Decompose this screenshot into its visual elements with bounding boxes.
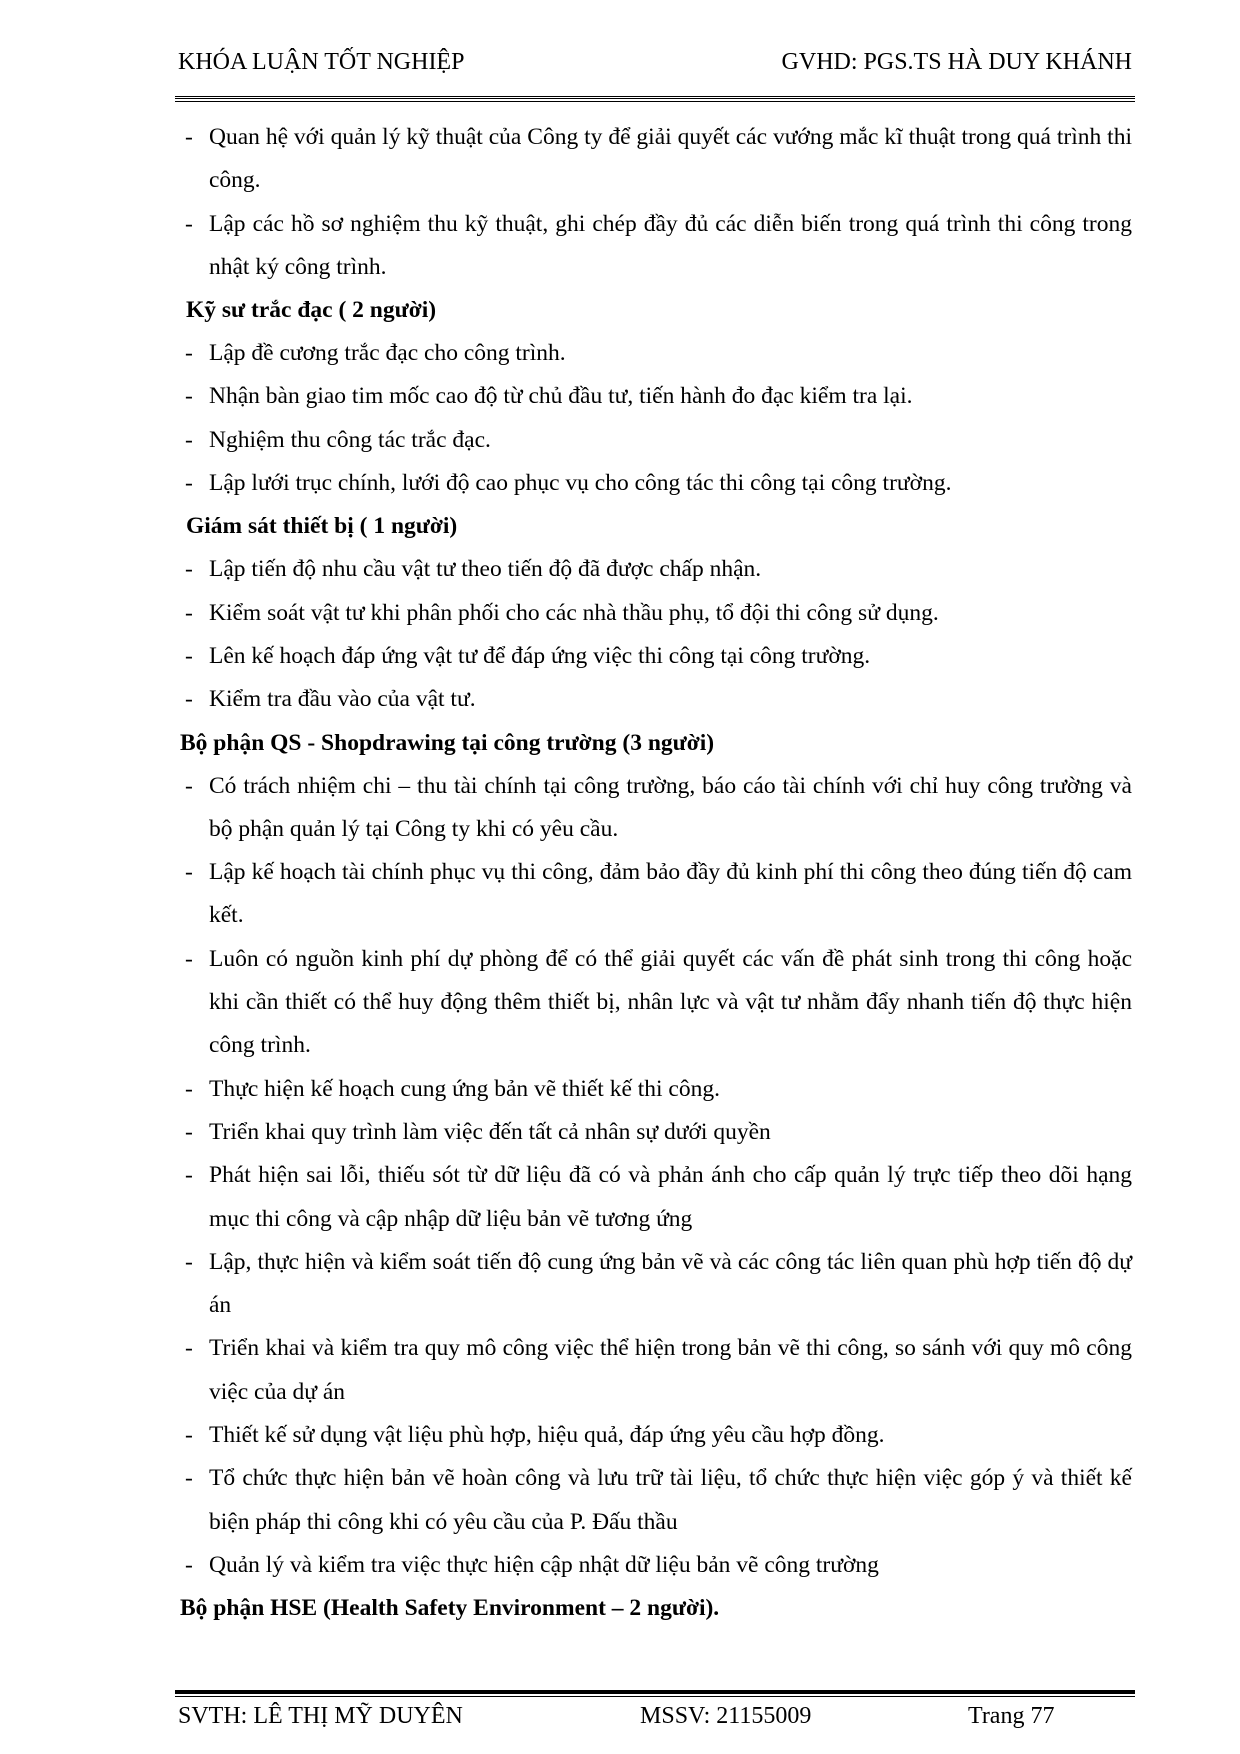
list-item <box>180 548 1132 591</box>
bullet-dash: - <box>185 210 193 237</box>
list-item <box>180 332 1132 375</box>
bullet-dash: - <box>185 1422 193 1449</box>
footer-rule <box>175 1690 1135 1697</box>
bullet-dash: - <box>185 340 193 367</box>
list-item <box>180 678 1132 721</box>
list-item-text: Lập tiến độ nhu cầu vật tư theo tiến độ đã được chấp nhận. <box>209 556 762 583</box>
list-item <box>180 375 1132 418</box>
bullet-dash: - <box>185 383 193 410</box>
list-item-text: Quan hệ với quản lý kỹ thuật của Công ty để giải quyết các vướng mắc kĩ thuật trong quá trình thi công. <box>209 124 1132 194</box>
bullet-dash: - <box>185 556 193 583</box>
list-item-text: Kiểm soát vật tư khi phân phối cho các nhà thầu phụ, tổ đội thi công sử dụng. <box>209 599 939 626</box>
list-item-text: Lập lưới trục chính, lưới độ cao phục vụ cho công tác thi công tại công trường. <box>209 470 952 497</box>
bullet-dash: - <box>185 859 193 886</box>
list-item <box>180 462 1132 505</box>
page-footer <box>178 1700 1132 1736</box>
list-item <box>180 1414 1132 1457</box>
bullet-dash: - <box>185 599 193 626</box>
list-item-text: Phát hiện sai lỗi, thiếu sót từ dữ liệu đã có và phản ánh cho cấp quản lý trực tiếp theo dõi hạng mục thi công và cập nhập dữ liệu bản vẽ tương ứng <box>209 1162 1132 1232</box>
list-item <box>180 419 1132 462</box>
bullet-dash: - <box>185 686 193 713</box>
list-item-text: Quản lý và kiểm tra việc thực hiện cập nhật dữ liệu bản vẽ công trường <box>209 1551 879 1578</box>
header-rule <box>175 96 1135 102</box>
list-item-text: Luôn có nguồn kinh phí dự phòng để có thể giải quyết các vấn đề phát sinh trong thi công hoặc khi cần thiết có thể huy động thêm thiết bị, nhân lực và vật tư nhằm đẩy nhanh tiến độ thực hiện công trình. <box>209 945 1132 1059</box>
list-item-text: Thiết kế sử dụng vật liệu phù hợp, hiệu quả, đáp ứng yêu cầu hợp đồng. <box>209 1422 885 1449</box>
footer-student-name: SVTH: LÊ THỊ MỸ DUYÊN <box>178 1703 463 1729</box>
bullet-dash: - <box>185 470 193 497</box>
section-heading: Bộ phận HSE (Health Safety Environment – 2 người). <box>180 1595 720 1622</box>
list-item <box>180 592 1132 635</box>
bullet-dash: - <box>185 772 193 799</box>
list-item-text: Thực hiện kế hoạch cung ứng bản vẽ thiết kế thi công. <box>209 1075 720 1102</box>
bullet-dash: - <box>185 1118 193 1145</box>
list-item-text: Tổ chức thực hiện bản vẽ hoàn công và lưu trữ tài liệu, tổ chức thực hiện việc góp ý và thiết kế biện pháp thi công khi có yêu cầu của P. Đấu thầu <box>209 1465 1132 1535</box>
list-item-text: Triển khai quy trình làm việc đến tất cả nhân sự dưới quyền <box>209 1118 771 1145</box>
document-body <box>180 116 1132 1630</box>
list-item-text: Lập, thực hiện và kiểm soát tiến độ cung ứng bản vẽ và các công tác liên quan phù hợp tiến độ dự án <box>209 1248 1132 1319</box>
bullet-dash: - <box>185 1248 193 1275</box>
footer-page-number: Trang 77 <box>968 1703 1055 1729</box>
list-item <box>180 203 1132 290</box>
bullet-dash: - <box>185 1551 193 1578</box>
bullet-dash: - <box>185 1162 193 1189</box>
list-item <box>180 1327 1132 1414</box>
list-item-text: Lập kế hoạch tài chính phục vụ thi công, đảm bảo đầy đủ kinh phí thi công theo đúng tiến độ cam kết. <box>209 859 1132 929</box>
bullet-dash: - <box>185 642 193 669</box>
section-heading: Bộ phận QS - Shopdrawing tại công trường (3 người) <box>180 729 715 756</box>
list-item-text: Lên kế hoạch đáp ứng vật tư để đáp ứng việc thi công tại công trường. <box>209 642 871 669</box>
list-item <box>180 1111 1132 1154</box>
list-item <box>180 765 1132 852</box>
bullet-dash: - <box>185 1075 193 1102</box>
list-item <box>180 938 1132 1068</box>
section-heading: Kỹ sư trắc đạc ( 2 người) <box>186 297 437 324</box>
list-item-text: Lập đề cương trắc đạc cho công trình. <box>209 340 566 367</box>
list-item-text: Kiểm tra đầu vào của vật tư. <box>209 686 476 713</box>
list-item <box>180 1154 1132 1241</box>
list-item <box>180 116 1132 203</box>
list-item-text: Triển khai và kiểm tra quy mô công việc thể hiện trong bản vẽ thi công, so sánh với quy mô công việc của dự án <box>209 1335 1132 1405</box>
list-item-text: Nhận bàn giao tim mốc cao độ từ chủ đầu tư, tiến hành đo đạc kiểm tra lại. <box>209 383 913 410</box>
page-header <box>178 46 1132 86</box>
list-item <box>180 635 1132 678</box>
list-item-text: Nghiệm thu công tác trắc đạc. <box>209 426 491 453</box>
bullet-dash: - <box>185 1465 193 1492</box>
list-item-text: Lập các hồ sơ nghiệm thu kỹ thuật, ghi chép đầy đủ các diễn biến trong quá trình thi công trong nhật ký công trình. <box>209 210 1132 280</box>
header-thesis-title: KHÓA LUẬN TỐT NGHIỆP <box>178 49 465 75</box>
section-heading: Giám sát thiết bị ( 1 người) <box>186 513 458 540</box>
bullet-dash: - <box>185 945 193 972</box>
list-item <box>180 1457 1132 1544</box>
list-item <box>180 1241 1132 1328</box>
list-item <box>180 851 1132 938</box>
list-item <box>180 1068 1132 1111</box>
bullet-dash: - <box>185 426 193 453</box>
bullet-dash: - <box>185 124 193 150</box>
header-supervisor: GVHD: PGS.TS HÀ DUY KHÁNH <box>781 49 1132 75</box>
footer-student-id: MSSV: 21155009 <box>640 1703 812 1729</box>
bullet-dash: - <box>185 1335 193 1362</box>
list-item <box>180 1544 1132 1587</box>
list-item-text: Có trách nhiệm chi – thu tài chính tại công trường, báo cáo tài chính với chỉ huy công trường và bộ phận quản lý tại Công ty khi có yêu cầu. <box>209 772 1132 842</box>
